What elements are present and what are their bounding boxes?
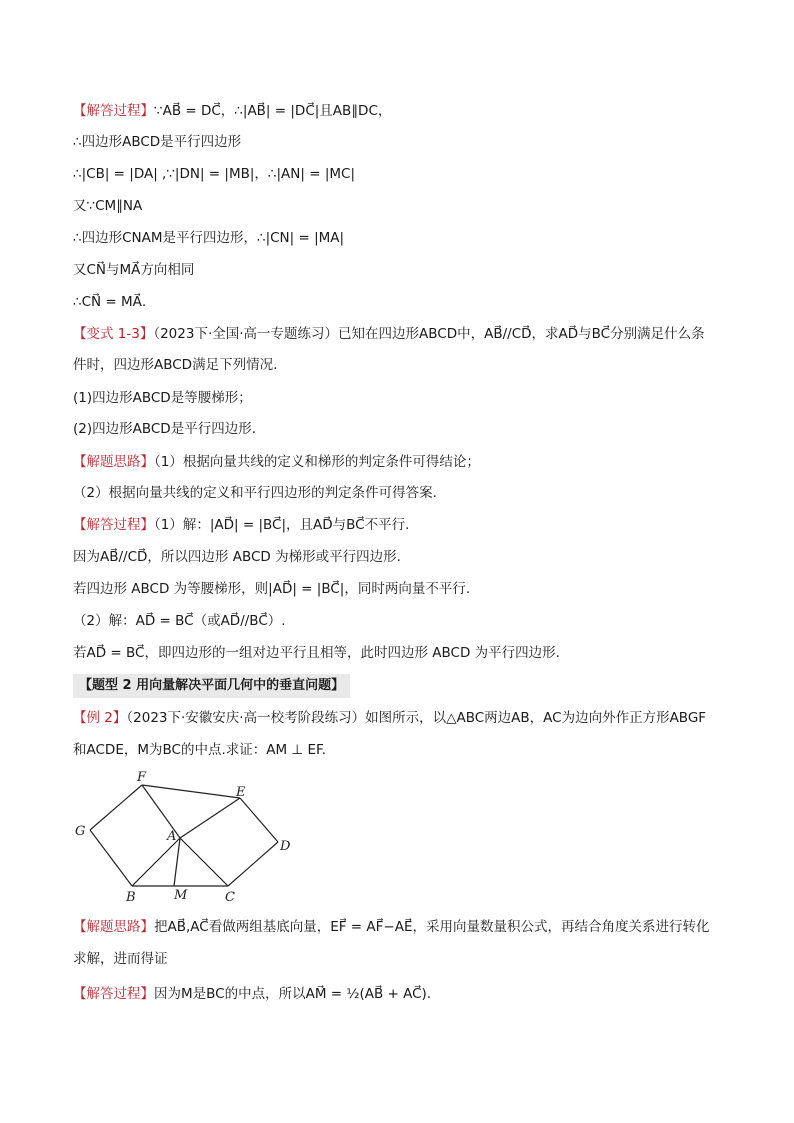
segment-fg <box>90 785 142 830</box>
example-line: 【例 2】（2023下·安徽安庆·高一校考阶段练习）如图所示，以△ABC两边AB，AC为边向外作正方形ABGF <box>73 710 707 726</box>
text-line: 因为AB⃗//CD⃗，所以四边形 ABCD 为梯形或平行四边形. <box>73 549 401 565</box>
segment-gb <box>90 830 132 886</box>
geometry-figure <box>70 768 310 908</box>
text-line: 【解答过程】∵AB⃗ = DC⃗，∴|AB⃗| = |DC⃗|且AB∥DC， <box>73 103 392 119</box>
text-line: ∴CN⃗ = MA⃗. <box>73 294 147 310</box>
text-line: ∴四边形CNAM是平行四边形，∴|CN| = |MA| <box>73 230 345 246</box>
text-line: ∴四边形ABCD是平行四边形 <box>73 134 242 150</box>
segment-ae <box>180 798 240 838</box>
label-e: E <box>236 785 246 800</box>
label-c: C <box>225 890 235 905</box>
label-m: M <box>174 888 188 903</box>
example-line: 和ACDE，M为BC的中点.求证：AM ⊥ EF. <box>73 742 326 758</box>
segment-dc <box>228 842 278 886</box>
segment-ed <box>240 798 278 842</box>
text-line: 【解题思路】（1）根据向量共线的定义和梯形的判定条件可得结论； <box>73 454 480 470</box>
text-line: 求解，进而得证 <box>73 951 168 967</box>
text-line: （2）根据向量共线的定义和平行四边形的判定条件可得答案. <box>73 485 437 501</box>
text-line: 若AD⃗ = BC⃗，即四边形的一组对边平行且相等，此时四边形 ABCD 为平行四边形. <box>73 645 560 661</box>
text-line: 【解答过程】因为M是BC的中点，所以AM⃗ = ½(AB⃗ + AC⃗). <box>73 986 432 1002</box>
label-g: G <box>75 824 86 839</box>
segment-ab <box>132 838 180 886</box>
text-line: (2)四边形ABCD是平行四边形. <box>73 421 256 437</box>
text-line: 【解答过程】（1）解：|AD⃗| = |BC⃗|，且AD⃗与BC⃗不平行. <box>73 517 410 533</box>
label-b: B <box>126 890 136 905</box>
text-line: 件时，四边形ABCD满足下列情况. <box>73 357 278 373</box>
text-line: 若四边形 ABCD 为等腰梯形，则|AD⃗| = |BC⃗|，同时两向量不平行. <box>73 581 471 597</box>
text-line: 【解题思路】把AB⃗,AC⃗看做两组基底向量，EF⃗ = AF⃗−AE⃗，采用向量数量积公式，再结合角度关系进行转化 <box>73 919 710 935</box>
text-line: ∴|CB| = |DA| ,∵|DN| = |MB|，∴|AN| = |MC| <box>73 166 356 182</box>
segment-ac <box>180 838 228 886</box>
label-a: A <box>167 829 177 844</box>
segment-am <box>174 838 180 886</box>
segment-fe <box>142 785 240 798</box>
text-line: 又∵CM∥NA <box>73 198 143 214</box>
label-f: F <box>137 770 147 785</box>
text-line: 【变式 1-3】（2023下·全国·高一专题练习）已知在四边形ABCD中，AB⃗//CD⃗，求AD⃗与BC⃗分别满足什么条 <box>73 326 705 342</box>
label-d: D <box>280 839 291 854</box>
text-line: （2）解：AD⃗ = BC⃗（或AD⃗//BC⃗）. <box>73 613 286 629</box>
section-heading: 【题型 2 用向量解决平面几何中的垂直问题】 <box>73 674 350 698</box>
text-line: 又CN⃗与MA⃗方向相同 <box>73 262 195 278</box>
text-line: (1)四边形ABCD是等腰梯形； <box>73 390 252 406</box>
